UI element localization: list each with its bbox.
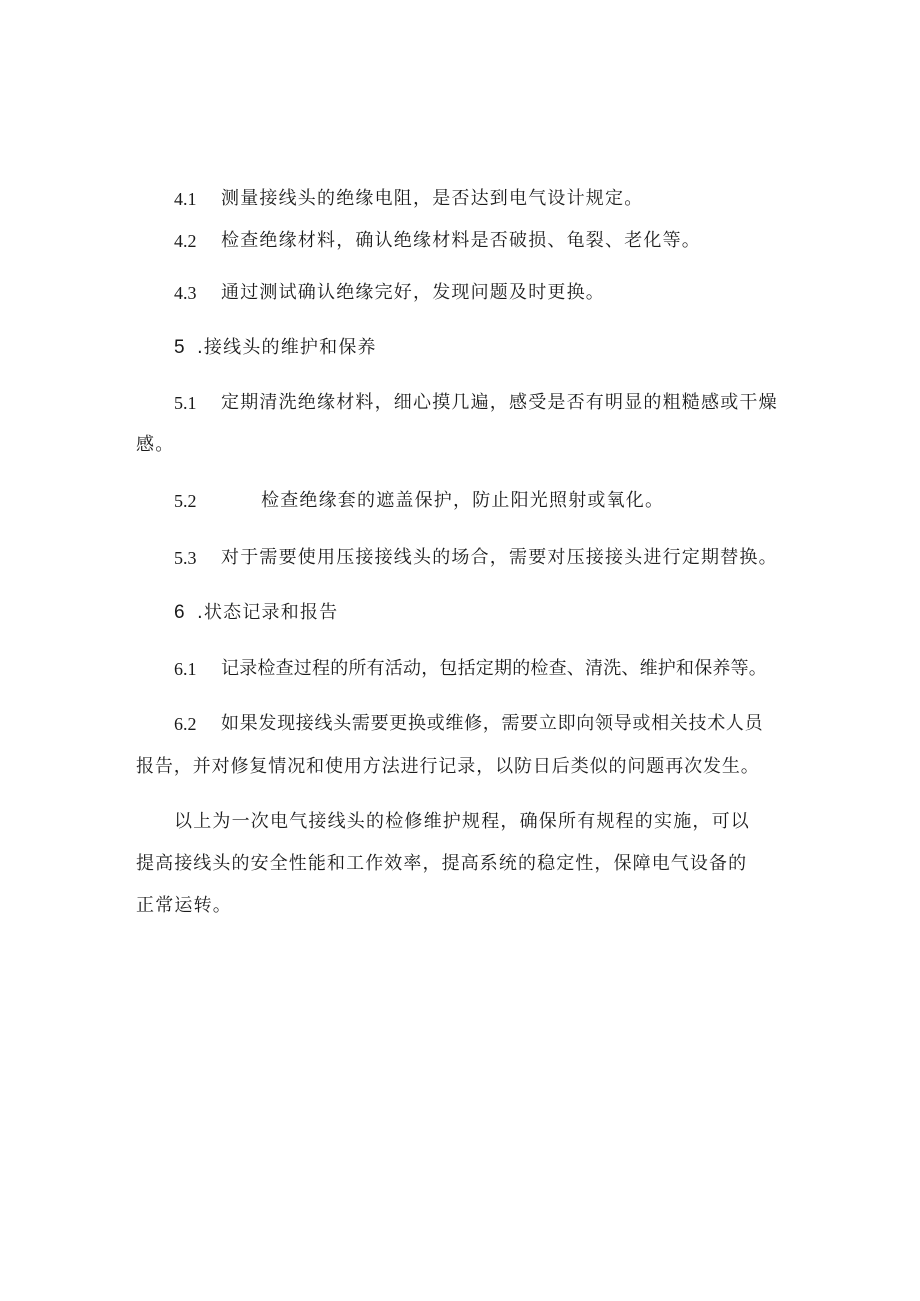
item-number: 4.1 (174, 189, 197, 209)
item-number: 4.2 (174, 231, 197, 251)
section-title: .状态记录和报告 (197, 602, 339, 623)
item-text: 测量接线头的绝缘电阻，是否达到电气设计规定。 (221, 188, 644, 209)
item-text-continued: 报告，并对修复情况和使用方法进行记录，以防日后类似的问题再次发生。 (136, 756, 760, 777)
item-text: 通过测试确认绝缘完好，发现问题及时更换。 (221, 282, 605, 303)
section-title: .接线头的维护和保养 (197, 337, 377, 358)
section-number: 6 (174, 602, 185, 623)
item-text: 检查绝缘套的遮盖保护，防止阳光照射或氧化。 (261, 490, 665, 511)
item-number: 6.1 (174, 659, 197, 679)
conclusion-text: 以上为一次电气接线头的检修维护规程，确保所有规程的实施，可以 (174, 811, 750, 832)
item-number: 5.1 (174, 393, 197, 413)
item-text: 检查绝缘材料，确认绝缘材料是否破损、龟裂、老化等。 (221, 230, 701, 251)
item-number: 4.3 (174, 283, 197, 303)
item-text: 记录检查过程的所有活动，包括定期的检查、清洗、维护和保养等。 (221, 658, 767, 679)
item-number: 5.3 (174, 548, 197, 568)
item-text: 定期清洗绝缘材料，细心摸几遍，感受是否有明显的粗糙感或干燥 (221, 392, 778, 413)
item-text-continued: 感。 (136, 434, 175, 455)
item-number: 6.2 (174, 714, 197, 734)
section-number: 5 (174, 337, 185, 358)
conclusion-text: 正常运转。 (136, 895, 232, 916)
item-number: 5.2 (174, 491, 197, 511)
item-text: 如果发现接线头需要更换或维修，需要立即向领导或相关技术人员 (221, 713, 764, 734)
conclusion-text: 提高接线头的安全性能和工作效率，提高系统的稳定性，保障电气设备的 (136, 853, 748, 874)
item-text: 对于需要使用压接接线头的场合，需要对压接接头进行定期替换。 (221, 547, 778, 568)
